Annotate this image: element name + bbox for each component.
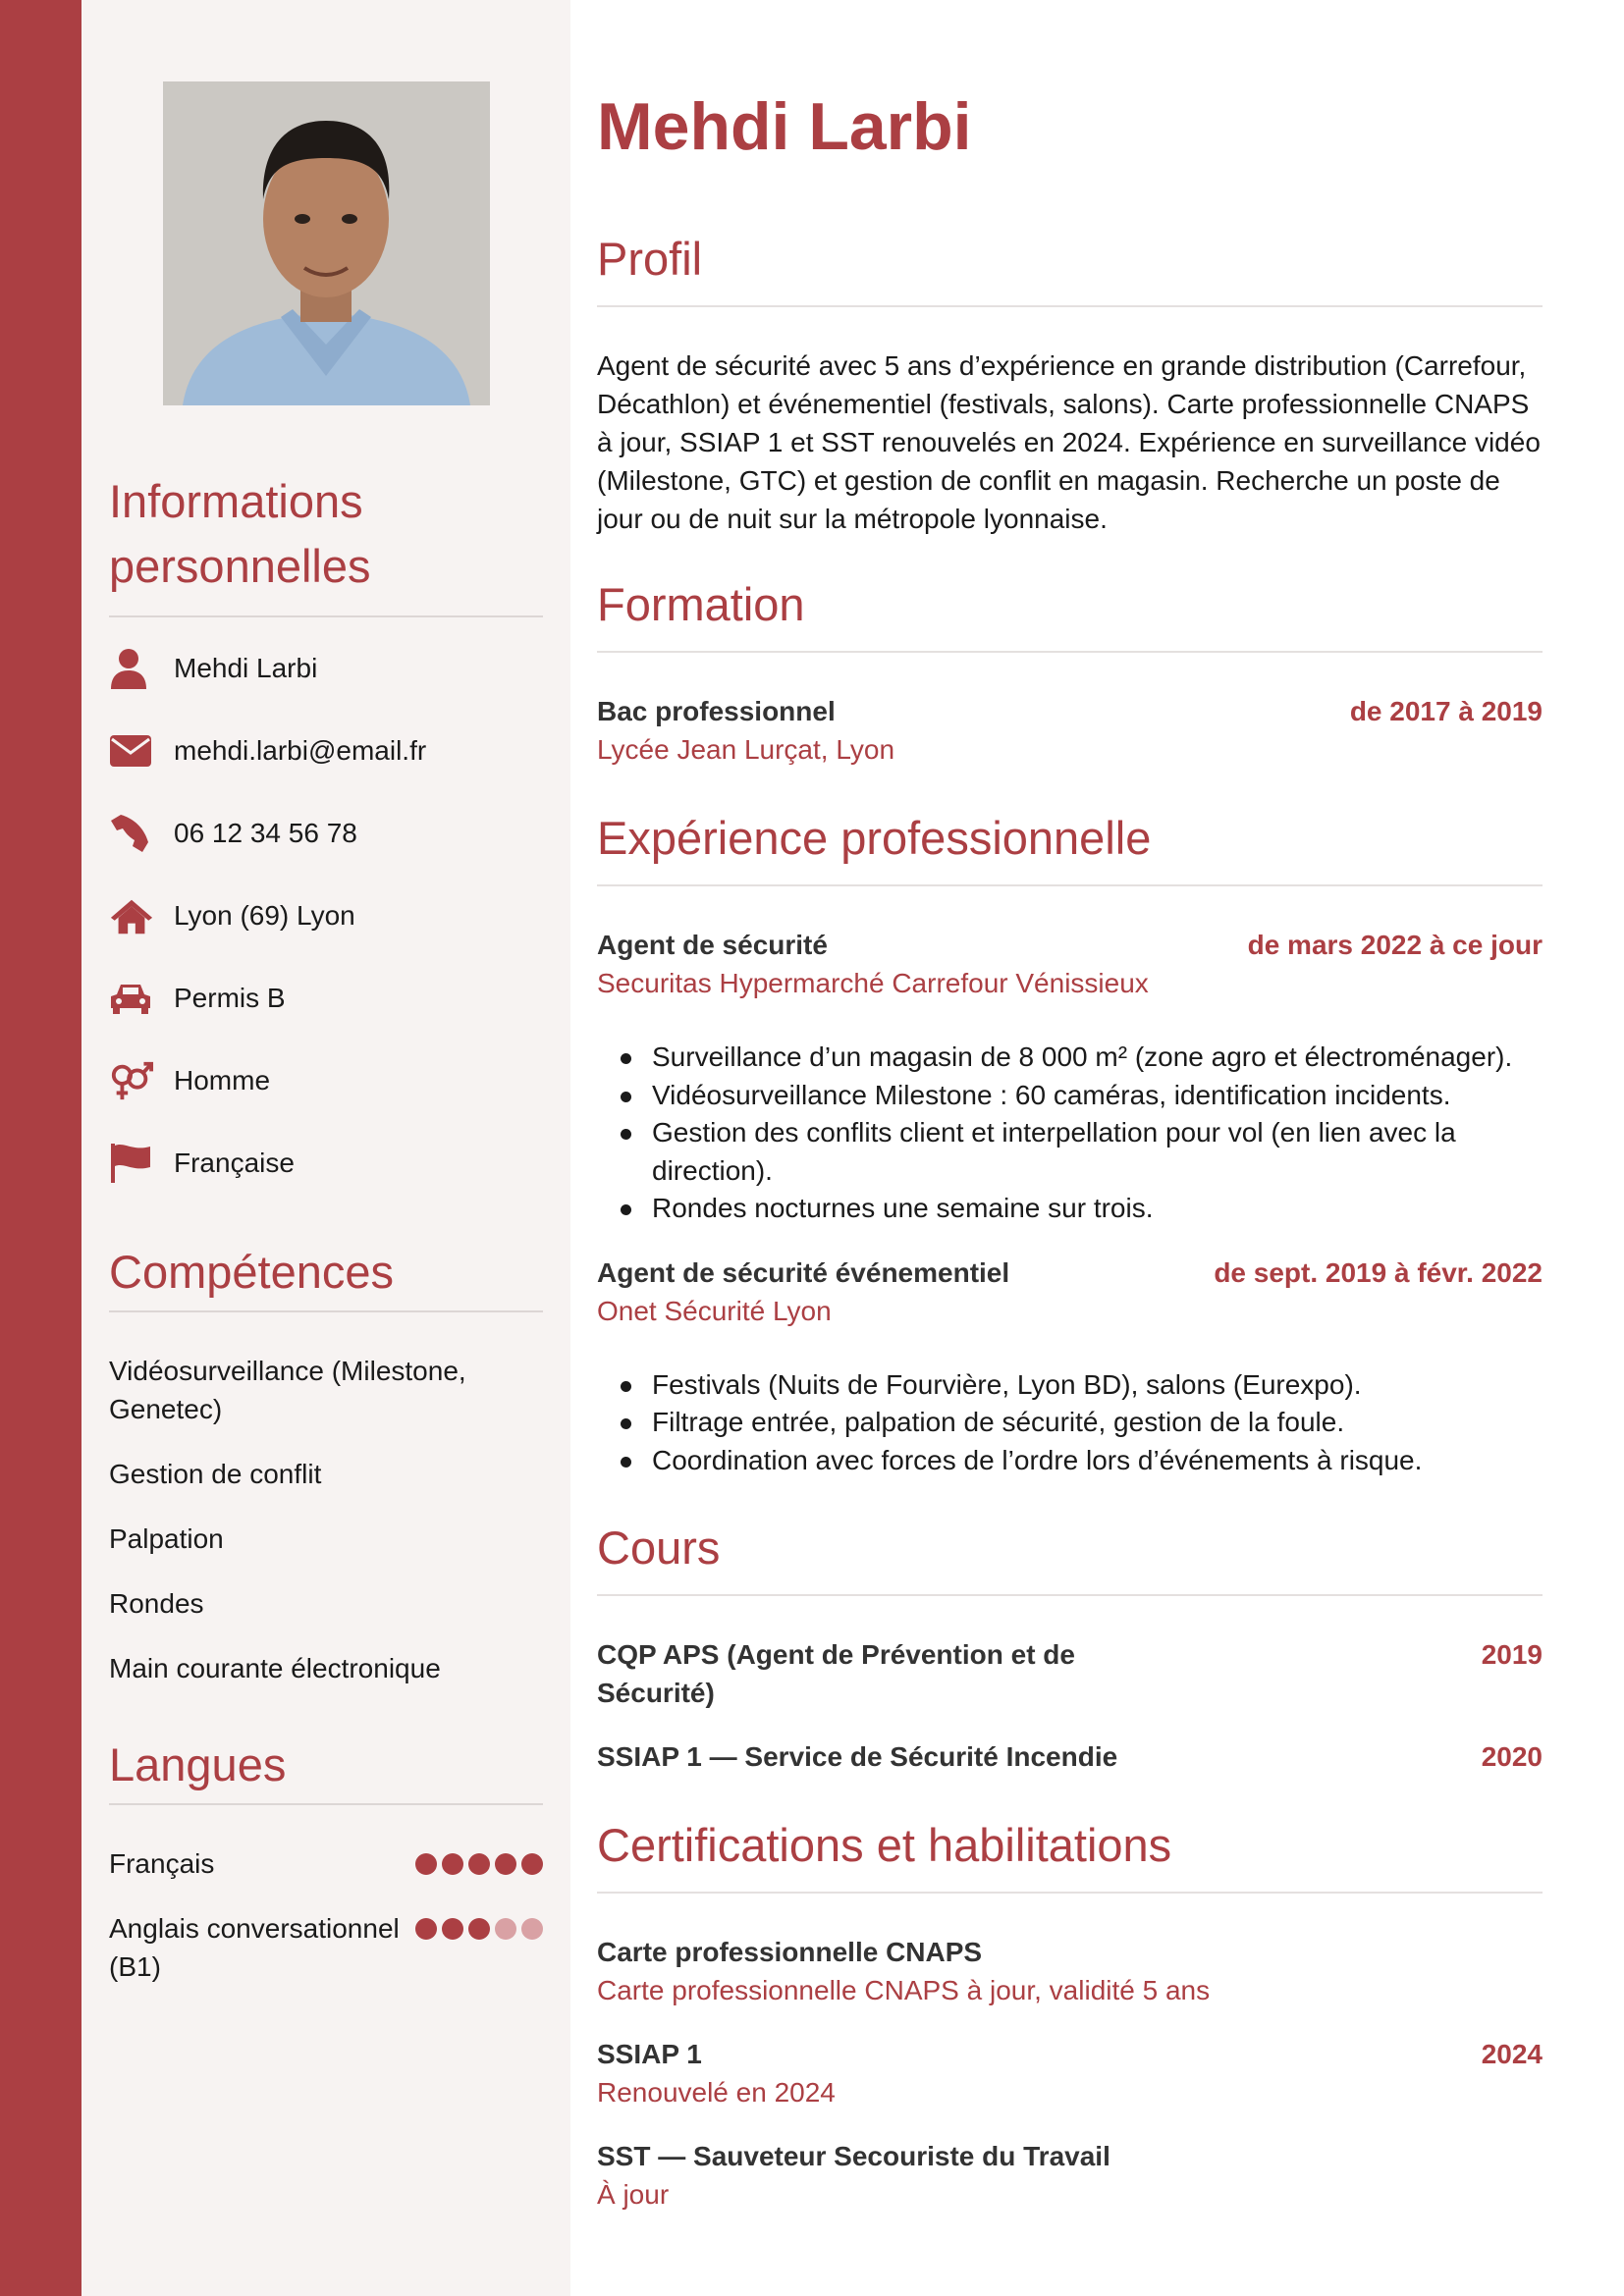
profile-section xyxy=(597,230,1543,538)
info-text: Permis B xyxy=(174,983,286,1013)
skills-heading: Compétences xyxy=(109,1246,394,1298)
skill-item: Vidéosurveillance (Milestone, Genetec) xyxy=(109,1356,466,1424)
course-entry xyxy=(597,1635,1543,1712)
certification-entry xyxy=(597,1933,1543,2009)
personal-info-list xyxy=(109,627,543,1204)
info-text: Lyon (69) Lyon xyxy=(174,900,355,931)
course-entry xyxy=(597,1737,1543,1776)
experience-entry xyxy=(597,926,1543,1228)
language-level xyxy=(415,1844,543,1875)
experience-section xyxy=(597,809,1543,1479)
list-item: Coordination avec forces de l’ordre lors d’événements à risque. xyxy=(619,1442,1543,1480)
experience-entry xyxy=(597,1254,1543,1480)
courses-heading: Cours xyxy=(597,1522,721,1574)
info-item-gender xyxy=(109,1040,543,1122)
info-item-name xyxy=(109,627,543,710)
info-item-license xyxy=(109,957,543,1040)
profile-heading: Profil xyxy=(597,233,703,285)
divider xyxy=(597,1594,1543,1596)
home-icon xyxy=(109,893,154,938)
info-text: Française xyxy=(174,1148,295,1178)
entry-subtitle: Renouvelé en 2024 xyxy=(597,2077,836,2108)
divider xyxy=(597,305,1543,307)
language-name: Français xyxy=(109,1848,215,1879)
level-dot xyxy=(415,1918,437,1940)
divider xyxy=(109,1310,543,1312)
bullet-list xyxy=(597,1039,1543,1228)
entry-title: CQP APS (Agent de Prévention et de Sécurité) xyxy=(597,1639,1075,1708)
level-dot xyxy=(521,1853,543,1875)
entry-date: de sept. 2019 à févr. 2022 xyxy=(1214,1256,1543,1288)
skills-section xyxy=(109,1240,543,1714)
divider xyxy=(109,1803,543,1805)
experience-heading: Expérience professionnelle xyxy=(597,812,1152,864)
certifications-heading: Certifications et habilitations xyxy=(597,1819,1172,1871)
level-dot xyxy=(415,1853,437,1875)
entry-title: Bac professionnel xyxy=(597,696,836,726)
education-entry xyxy=(597,692,1543,730)
level-dot xyxy=(442,1918,463,1940)
languages-section xyxy=(109,1733,543,2012)
entry-date: de mars 2022 à ce jour xyxy=(1247,930,1543,960)
info-item-nationality xyxy=(109,1122,543,1204)
entry-subtitle: Lycée Jean Lurçat, Lyon xyxy=(597,734,895,765)
bullet-list xyxy=(597,1366,1543,1480)
divider xyxy=(109,615,543,617)
list-item: Vidéosurveillance Milestone : 60 caméras, identification incidents. xyxy=(619,1077,1543,1115)
level-dot xyxy=(442,1853,463,1875)
entry-subtitle: À jour xyxy=(597,2179,670,2210)
entry-subtitle: Carte professionnelle CNAPS à jour, validité 5 ans xyxy=(597,1975,1211,2005)
info-text[interactable]: 06 12 34 56 78 xyxy=(174,818,357,848)
entry-title: Carte professionnelle CNAPS xyxy=(597,1937,983,1967)
language-level xyxy=(415,1909,543,1940)
user-icon xyxy=(109,646,154,691)
skill-item: Palpation xyxy=(109,1523,224,1554)
level-dot xyxy=(495,1918,516,1940)
certifications-section xyxy=(597,1816,1543,2214)
level-dot xyxy=(495,1853,516,1875)
list-item: Festivals (Nuits de Fourvière, Lyon BD), salons (Eurexpo). xyxy=(619,1366,1543,1405)
list-item: Filtrage entrée, palpation de sécurité, gestion de la foule. xyxy=(619,1404,1543,1442)
level-dot xyxy=(468,1918,490,1940)
info-text: Mehdi Larbi xyxy=(174,653,318,683)
courses-section xyxy=(597,1519,1543,1776)
accent-bar xyxy=(0,0,81,2296)
info-text: Homme xyxy=(174,1065,271,1095)
level-dot xyxy=(521,1918,543,1940)
entry-date: de 2017 à 2019 xyxy=(1349,696,1543,726)
sidebar xyxy=(81,0,570,2296)
flag-icon xyxy=(109,1141,154,1186)
skill-item: Main courante électronique xyxy=(109,1653,441,1683)
personal-info-heading: Informations personnelles xyxy=(109,475,371,592)
divider xyxy=(597,884,1543,886)
entry-title: SSIAP 1 xyxy=(597,2039,702,2069)
language-name: Anglais conversationnel (B1) xyxy=(109,1913,400,1982)
info-item-address xyxy=(109,875,543,957)
list-item: Rondes nocturnes une semaine sur trois. xyxy=(619,1190,1543,1228)
car-icon xyxy=(109,976,154,1021)
skill-item: Gestion de conflit xyxy=(109,1459,322,1489)
entry-title: SSIAP 1 — Service de Sécurité Incendie xyxy=(597,1741,1118,1772)
entry-date: 2019 xyxy=(1481,1639,1543,1670)
level-dot xyxy=(468,1853,490,1875)
list-item: Gestion des conflits client et interpellation pour vol (en lien avec la direction). xyxy=(619,1114,1543,1190)
gender-icon xyxy=(109,1058,154,1103)
info-item-email[interactable] xyxy=(109,710,543,792)
entry-title: Agent de sécurité xyxy=(597,930,828,960)
entry-title: Agent de sécurité événementiel xyxy=(597,1256,1010,1288)
divider xyxy=(597,1892,1543,1894)
education-heading: Formation xyxy=(597,578,805,630)
entry-subtitle: Securitas Hypermarché Carrefour Vénissieux xyxy=(597,968,1149,998)
entry-title: SST — Sauveteur Secouriste du Travail xyxy=(597,2141,1110,2171)
envelope-icon xyxy=(109,728,154,774)
education-section xyxy=(597,575,1543,769)
info-item-phone[interactable] xyxy=(109,792,543,875)
certification-entry xyxy=(597,2035,1543,2111)
language-row xyxy=(109,1844,543,1883)
languages-heading: Langues xyxy=(109,1738,287,1790)
info-text[interactable]: mehdi.larbi@email.fr xyxy=(174,735,427,766)
entry-date: 2020 xyxy=(1481,1741,1543,1772)
portrait-image xyxy=(163,81,490,405)
entry-date: 2024 xyxy=(1481,2039,1543,2069)
personal-info-section xyxy=(109,469,543,1204)
entry-subtitle: Onet Sécurité Lyon xyxy=(597,1295,832,1326)
profile-text: Agent de sécurité avec 5 ans d’expérience en grande distribution (Carrefour, Décathlon) et événementiel (festivals, salons). Carte professionnelle CNAPS à jour, SSIAP 1 et SST renouvelés en 2024. Expérience en surveillance vidéo (Milestone, GTC) et gestion de conflit en magasin. Recherche un poste de jour ou de nuit sur la métropole lyonnaise. xyxy=(597,350,1541,534)
skill-item: Rondes xyxy=(109,1588,204,1619)
page-title: Mehdi Larbi xyxy=(597,89,972,164)
language-row xyxy=(109,1909,543,1986)
list-item: Surveillance d’un magasin de 8 000 m² (zone agro et électroménager). xyxy=(619,1039,1543,1077)
phone-icon xyxy=(109,811,154,856)
certification-entry xyxy=(597,2137,1543,2214)
profile-photo xyxy=(163,81,490,405)
divider xyxy=(597,651,1543,653)
